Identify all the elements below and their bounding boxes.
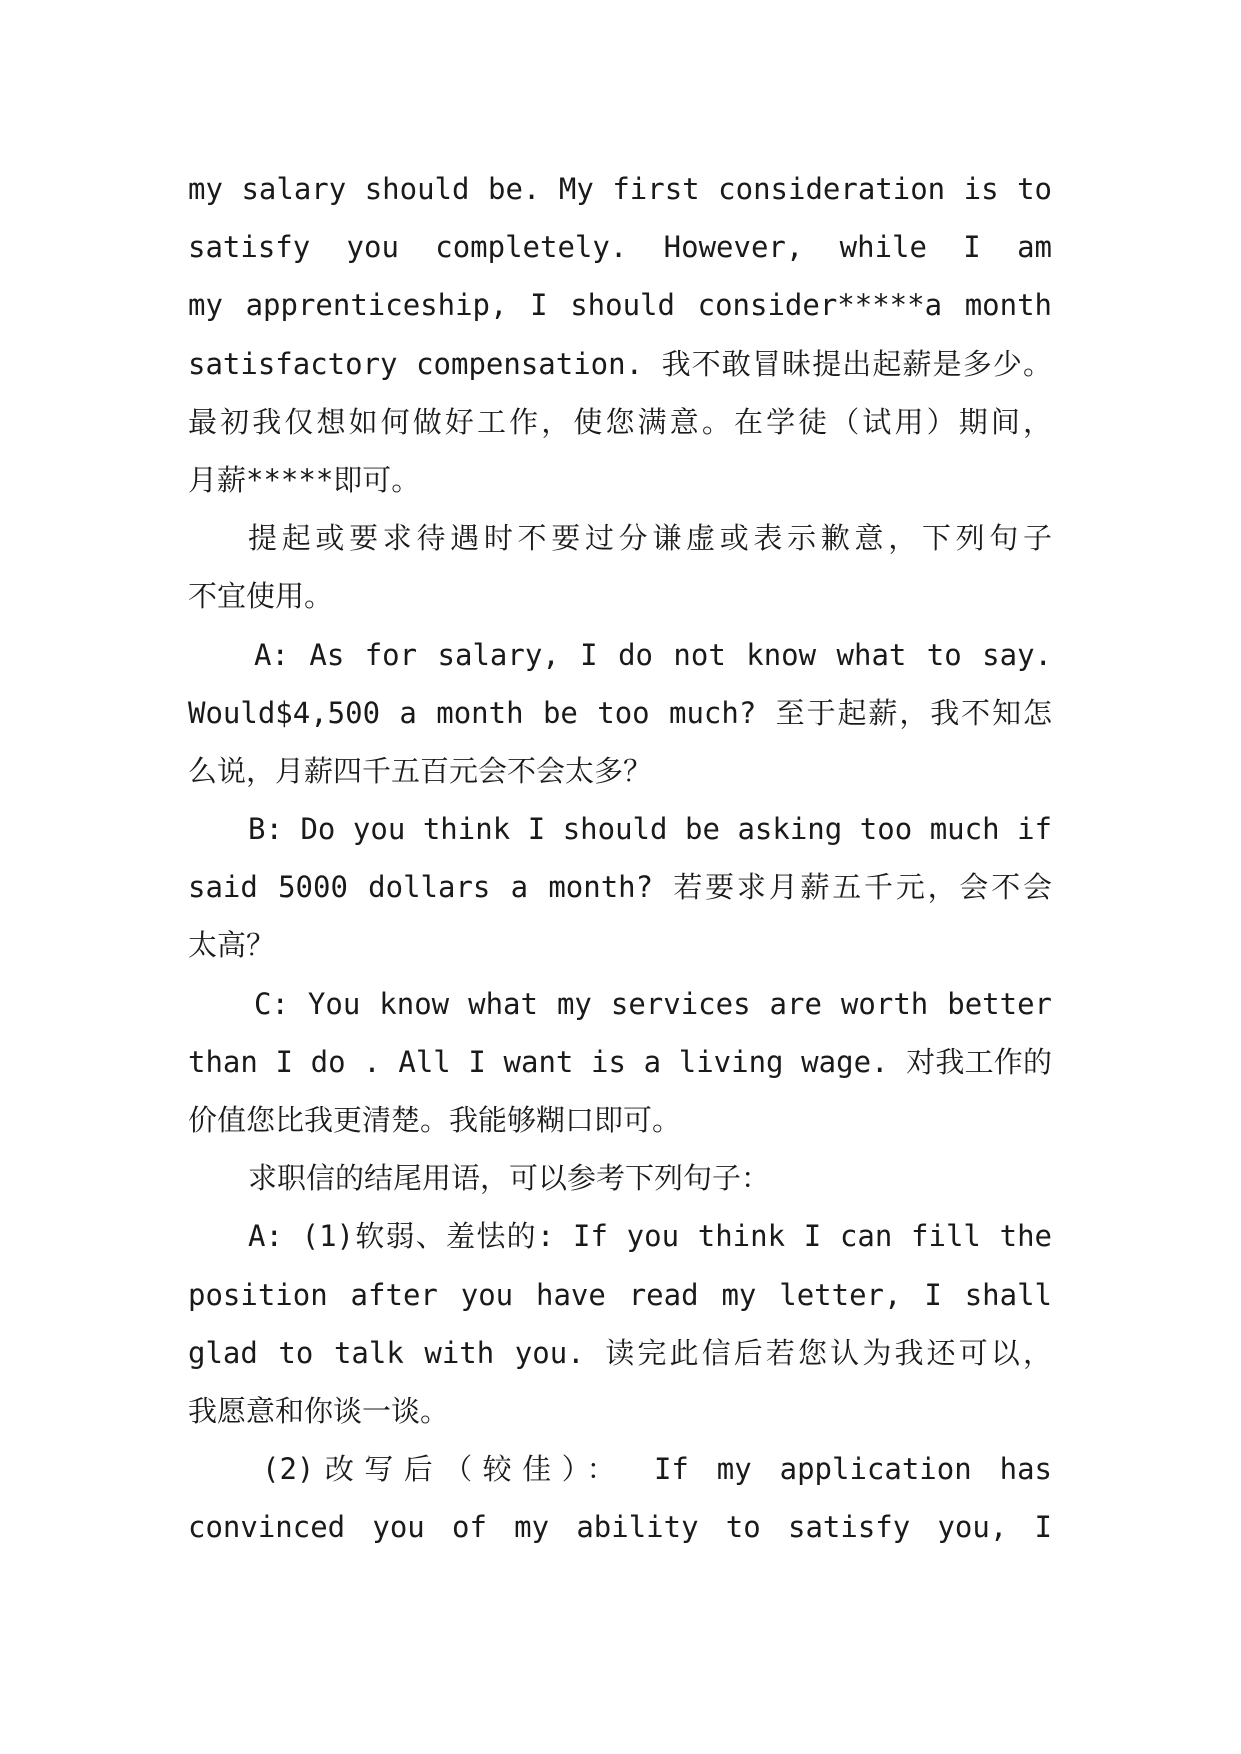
text-line: 么说，月薪四千五百元会不会太多？ [188, 753, 653, 788]
text-line: Would$4,500 a month be too much? 至于起薪，我不知怎 [188, 695, 1052, 730]
text-line: 我愿意和你谈一谈。 [188, 1393, 450, 1428]
text-line: A: (1)软弱、羞怯的: If you think I can fill the [248, 1219, 1052, 1254]
text-line: B: Do you think I should be asking too much if [248, 812, 1052, 847]
text-line: 提起或要求待遇时不要过分谦虚或表示歉意，下列句子 [248, 521, 1052, 556]
text-line: C: You know what my services are worth better [254, 986, 1052, 1021]
text-line: than I do . All I want is a living wage. 对我工作的 [188, 1044, 1052, 1079]
text-line: my apprenticeship, I should consider*****a month [188, 288, 1052, 323]
text-line: 不宜使用。 [188, 579, 334, 614]
text-line: my salary should be. My first consideration is to [188, 172, 1052, 206]
text-line: 月薪*****即可。 [188, 462, 421, 497]
text-line: convinced you of my ability to satisfy you, I [188, 1510, 1052, 1545]
text-line: satisfactory compensation. 我不敢冒昧提出起薪是多少。 [188, 346, 1052, 381]
text-line: satisfy you completely. However, while I am [188, 230, 1052, 265]
text-line: A: As for salary, I do not know what to say. [254, 637, 1052, 672]
text-line: (2)改写后（较佳）： If my application has [262, 1452, 1052, 1487]
text-line: 太高？ [188, 928, 276, 963]
text-line: glad to talk with you. 读完此信后若您认为我还可以， [188, 1335, 1052, 1370]
text-line: said 5000 dollars a month? 若要求月薪五千元，会不会 [188, 870, 1052, 905]
text-line: position after you have read my letter, I shall [188, 1277, 1052, 1312]
document-body [188, 160, 1052, 1557]
text-line: 价值您比我更清楚。我能够糊口即可。 [188, 1103, 682, 1137]
text-line: 求职信的结尾用语，可以参考下列句子： [248, 1161, 771, 1196]
text-line: 最初我仅想如何做好工作，使您满意。在学徒（试用）期间， [188, 404, 1052, 439]
